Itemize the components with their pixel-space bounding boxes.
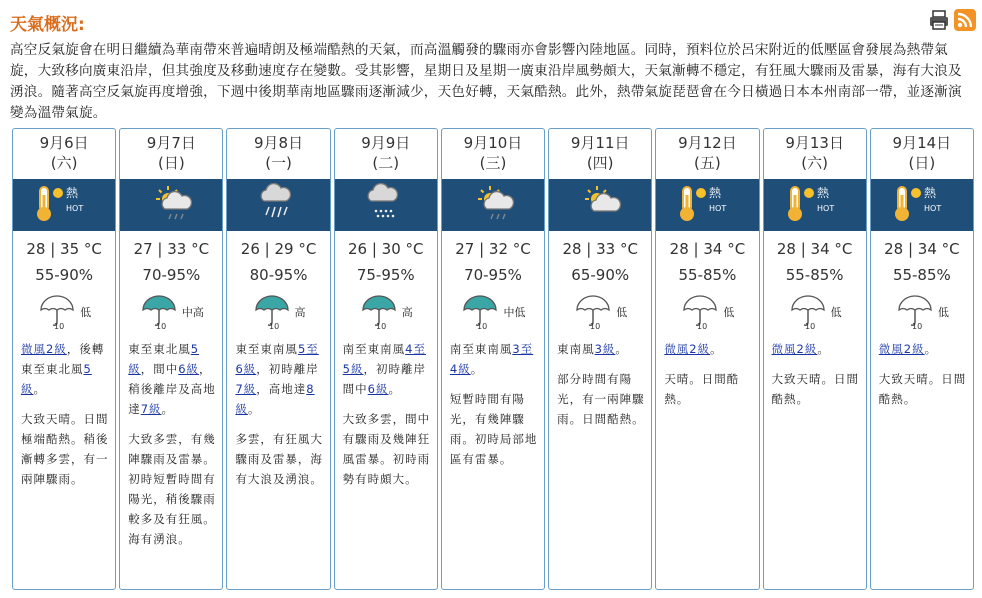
wind-scale-link[interactable]: 5級 xyxy=(128,342,200,376)
forecast-day-card xyxy=(334,128,438,590)
forecast-date xyxy=(571,133,630,173)
hot-icon-label: 熱 xyxy=(816,186,829,200)
weather-icon-band xyxy=(764,179,866,231)
weather-description: 大致多雲，有幾陣驟雨及雷暴。初時短暫時間有陽光，稍後驟雨較多及有狂風。海有湧浪。 xyxy=(128,432,216,546)
sun-cloud-rain-icon xyxy=(147,181,195,229)
forecast-weekday: (三) xyxy=(479,154,507,172)
hot-icon-sublabel: HOT xyxy=(709,204,727,213)
hot-icon-label: 熱 xyxy=(923,186,936,200)
forecast-date xyxy=(785,133,844,173)
forecast-date xyxy=(147,133,196,173)
weather-icon-band xyxy=(549,179,651,231)
wind-forecast xyxy=(128,339,216,419)
wind-scale-link[interactable]: 8級 xyxy=(235,382,315,416)
temperature-range: 28 | 33 °C xyxy=(562,240,638,258)
hot-icon xyxy=(671,181,743,229)
hot-icon-label: 熱 xyxy=(709,186,722,200)
wind-text: 。 xyxy=(615,342,628,356)
psr-10-label: 10 xyxy=(590,322,601,330)
hot-icon xyxy=(28,181,100,229)
forecast-weekday: (二) xyxy=(372,154,400,172)
rss-icon[interactable] xyxy=(954,9,976,31)
forecast-date-label: 9月11日 xyxy=(570,134,630,152)
psr-umbrella-icon xyxy=(252,294,292,330)
wind-scale-link[interactable]: 6級 xyxy=(367,382,389,396)
weather-description: 大致天晴。日間極端酷熱。稍後漸轉多雲，有一兩陣驟雨。 xyxy=(21,412,109,486)
weather-description: 大致天晴。日間酷熱。 xyxy=(771,372,860,406)
psr-indicator xyxy=(680,294,734,330)
wind-text: 。 xyxy=(247,402,261,416)
forecast-date-label: 9月7日 xyxy=(146,134,196,152)
forecast-date-label: 9月10日 xyxy=(463,134,523,152)
wind-scale-link[interactable]: 5至6級 xyxy=(235,342,319,376)
wind-scale-link[interactable]: 4至5級 xyxy=(342,342,426,376)
weather-icon-band xyxy=(335,179,437,231)
psr-indicator xyxy=(252,294,306,330)
forecast-date xyxy=(40,133,89,173)
wind-text: 。 xyxy=(710,342,723,356)
wind-forecast xyxy=(343,339,431,399)
page-title: 天氣概況: xyxy=(10,15,85,35)
wind-text: ，後轉東至東北風 xyxy=(21,342,105,376)
forecast-date xyxy=(254,133,303,173)
forecast-day-card xyxy=(655,128,759,590)
toolbar xyxy=(928,9,976,31)
forecast-weekday: (六) xyxy=(801,154,828,172)
psr-umbrella-icon xyxy=(680,294,720,330)
humidity-range: 55-85% xyxy=(892,266,951,284)
weather-summary: 高空反氣旋會在明日繼續為華南帶來普遍晴朗及極端酷熱的天氣，而高溫觸發的驟雨亦會影響內陸地區。同時，預料位於呂宋附近的低壓區會發展為熱帶氣旋，大致移向廣東沿岸，但其強度及移動速度存在變數。受其影響，星期日及星期一廣東沿岸風勢頗大，天氣漸轉不穩定，有狂風大驟雨及雷暴，海有大浪及湧浪。隨著高空反氣旋再度增強，下週中後期華南地區驟雨逐漸減少，天色好轉，天氣酷熱。此外，熱帶氣旋琵琶會在今日橫過日本本州南部一帶，並逐漸演變為溫帶氣旋。 xyxy=(10,42,962,121)
wind-scale-link[interactable]: 微風2級 xyxy=(771,342,818,356)
psr-indicator xyxy=(139,294,204,330)
wind-text: 南至東南風 xyxy=(342,342,406,356)
wind-scale-link[interactable]: 6級 xyxy=(178,362,200,376)
psr-label: 低 xyxy=(723,306,735,319)
psr-label: 低 xyxy=(830,306,842,319)
forecast-weekday: (一) xyxy=(265,154,292,172)
wind-text: 東南風 xyxy=(557,342,595,356)
psr-umbrella-icon xyxy=(359,294,399,330)
wind-forecast xyxy=(21,339,109,399)
wind-scale-link[interactable]: 微風2級 xyxy=(664,342,711,356)
psr-indicator xyxy=(460,294,525,330)
humidity-range: 70-95% xyxy=(142,266,201,284)
psr-10-label: 10 xyxy=(697,322,708,330)
psr-indicator xyxy=(788,294,842,330)
psr-label: 中高 xyxy=(181,306,204,319)
humidity-range: 55-85% xyxy=(678,266,737,284)
psr-label: 高 xyxy=(294,306,306,319)
temperature-range: 28 | 34 °C xyxy=(776,240,853,258)
forecast-grid xyxy=(12,128,974,590)
forecast-date-label: 9月14日 xyxy=(892,134,952,152)
wind-scale-link[interactable]: 7級 xyxy=(235,382,257,396)
psr-10-label: 10 xyxy=(268,322,279,330)
psr-10-label: 10 xyxy=(477,322,488,330)
psr-umbrella-icon xyxy=(37,294,77,330)
heavy-rain-icon xyxy=(255,181,303,229)
wind-forecast xyxy=(235,339,323,419)
psr-10-label: 10 xyxy=(54,322,65,330)
forecast-day-card xyxy=(12,128,116,590)
humidity-range: 70-95% xyxy=(464,266,522,284)
wind-scale-link[interactable]: 5級 xyxy=(21,362,92,396)
humidity-range: 75-95% xyxy=(356,266,415,284)
sun-cloud-icon xyxy=(576,181,624,229)
forecast-day-card xyxy=(119,128,223,590)
forecast-date-label: 9月6日 xyxy=(39,134,89,152)
wind-scale-link[interactable]: 3至4級 xyxy=(449,342,534,376)
psr-10-label: 10 xyxy=(155,322,167,330)
wind-forecast xyxy=(450,339,538,379)
temperature-range: 28 | 34 °C xyxy=(669,240,746,258)
temperature-range: 27 | 33 °C xyxy=(133,240,210,258)
wind-scale-link[interactable]: 微風2級 xyxy=(21,342,67,356)
humidity-range: 55-85% xyxy=(785,266,844,284)
wind-text: ，高地達 xyxy=(256,382,307,396)
forecast-date-label: 9月9日 xyxy=(361,134,411,152)
temperature-range: 28 | 34 °C xyxy=(884,240,960,258)
weather-description: 大致天晴。日間酷熱。 xyxy=(878,372,967,406)
forecast-day-card xyxy=(441,128,545,590)
wind-text: 。 xyxy=(388,382,401,396)
wind-text: 。 xyxy=(470,362,484,376)
wind-text: ，初時離岸 xyxy=(256,362,319,376)
forecast-date-label: 9月12日 xyxy=(678,134,737,152)
psr-label: 中低 xyxy=(503,306,526,319)
forecast-date-label: 9月13日 xyxy=(785,134,844,152)
psr-umbrella-icon xyxy=(895,294,935,330)
weather-description: 大致多雲，間中有驟雨及幾陣狂風雷暴。初時雨勢有時頗大。 xyxy=(342,412,431,486)
hot-icon-sublabel: HOT xyxy=(66,204,84,213)
wind-text: 。 xyxy=(924,342,938,356)
forecast-weekday: (日) xyxy=(157,154,185,172)
wind-forecast xyxy=(879,339,937,359)
weather-icon-band xyxy=(442,179,544,231)
wind-text: 東至東北風 xyxy=(128,342,191,356)
sun-cloud-rain-icon xyxy=(469,181,517,229)
wind-scale-link[interactable]: 7級 xyxy=(140,402,162,416)
showers-icon xyxy=(362,181,410,229)
hot-icon-label: 熱 xyxy=(66,186,79,200)
forecast-weekday: (六) xyxy=(50,154,78,172)
wind-forecast xyxy=(664,339,722,359)
forecast-date xyxy=(893,133,952,173)
print-icon[interactable] xyxy=(928,9,950,31)
humidity-range: 80-95% xyxy=(249,266,308,284)
forecast-day-card xyxy=(548,128,652,590)
psr-label: 低 xyxy=(937,306,949,319)
forecast-weekday: (五) xyxy=(694,154,721,172)
forecast-weekday: (四) xyxy=(586,154,614,172)
humidity-range: 55-90% xyxy=(35,266,94,284)
wind-text: ，初時離岸間中 xyxy=(342,362,426,396)
forecast-day-card xyxy=(870,128,974,590)
wind-text: 。 xyxy=(33,382,46,396)
wind-text: 南至東南風 xyxy=(449,342,513,356)
forecast-date xyxy=(361,133,410,173)
weather-icon-band xyxy=(227,179,329,231)
wind-forecast xyxy=(557,339,628,359)
forecast-weekday: (日) xyxy=(908,154,936,172)
forecast-date xyxy=(678,133,737,173)
wind-scale-link[interactable]: 微風2級 xyxy=(878,342,925,356)
psr-label: 高 xyxy=(401,306,413,319)
wind-text: ，間中 xyxy=(140,362,179,376)
wind-forecast xyxy=(772,339,830,359)
psr-umbrella-icon xyxy=(788,294,828,330)
forecast-date-label: 9月8日 xyxy=(254,134,304,152)
weather-icon-band xyxy=(656,179,758,231)
wind-text: 。 xyxy=(817,342,830,356)
temperature-range: 26 | 30 °C xyxy=(348,240,424,258)
psr-10-label: 10 xyxy=(375,322,386,330)
psr-10-label: 10 xyxy=(804,322,815,330)
forecast-day-card xyxy=(226,128,330,590)
weather-description: 多雲，有狂風大驟雨及雷暴，海有大浪及湧浪。 xyxy=(235,432,323,486)
temperature-range: 26 | 29 °C xyxy=(240,240,317,258)
psr-label: 低 xyxy=(80,306,92,319)
humidity-range: 65-90% xyxy=(571,266,630,284)
psr-umbrella-icon xyxy=(139,294,179,330)
wind-text: ，稍後離岸及高地達 xyxy=(128,362,216,416)
psr-indicator xyxy=(37,294,91,330)
hot-icon-sublabel: HOT xyxy=(816,204,834,213)
hot-icon xyxy=(886,181,958,229)
psr-indicator xyxy=(895,294,949,330)
wind-scale-link[interactable]: 3級 xyxy=(594,342,616,356)
wind-text: 東至東南風 xyxy=(235,342,298,356)
weather-icon-band xyxy=(13,179,115,231)
psr-umbrella-icon xyxy=(573,294,613,330)
psr-indicator xyxy=(573,294,627,330)
wind-text: 。 xyxy=(161,402,175,416)
psr-umbrella-icon xyxy=(460,294,500,330)
psr-label: 低 xyxy=(616,306,628,319)
forecast-day-card xyxy=(763,128,867,590)
weather-description: 部分時間有陽光，有一兩陣驟雨。日間酷熱。 xyxy=(557,372,645,426)
forecast-date xyxy=(464,133,523,173)
hot-icon-sublabel: HOT xyxy=(923,204,942,213)
weather-description: 天晴。日間酷熱。 xyxy=(664,372,740,406)
weather-icon-band xyxy=(120,179,222,231)
psr-10-label: 10 xyxy=(911,322,923,330)
weather-description: 短暫時間有陽光，有幾陣驟雨。初時局部地區有雷暴。 xyxy=(449,392,538,466)
temperature-range: 28 | 35 °C xyxy=(26,240,102,258)
psr-indicator xyxy=(359,294,413,330)
weather-icon-band xyxy=(871,179,973,231)
hot-icon xyxy=(779,181,851,229)
temperature-range: 27 | 32 °C xyxy=(455,240,531,258)
